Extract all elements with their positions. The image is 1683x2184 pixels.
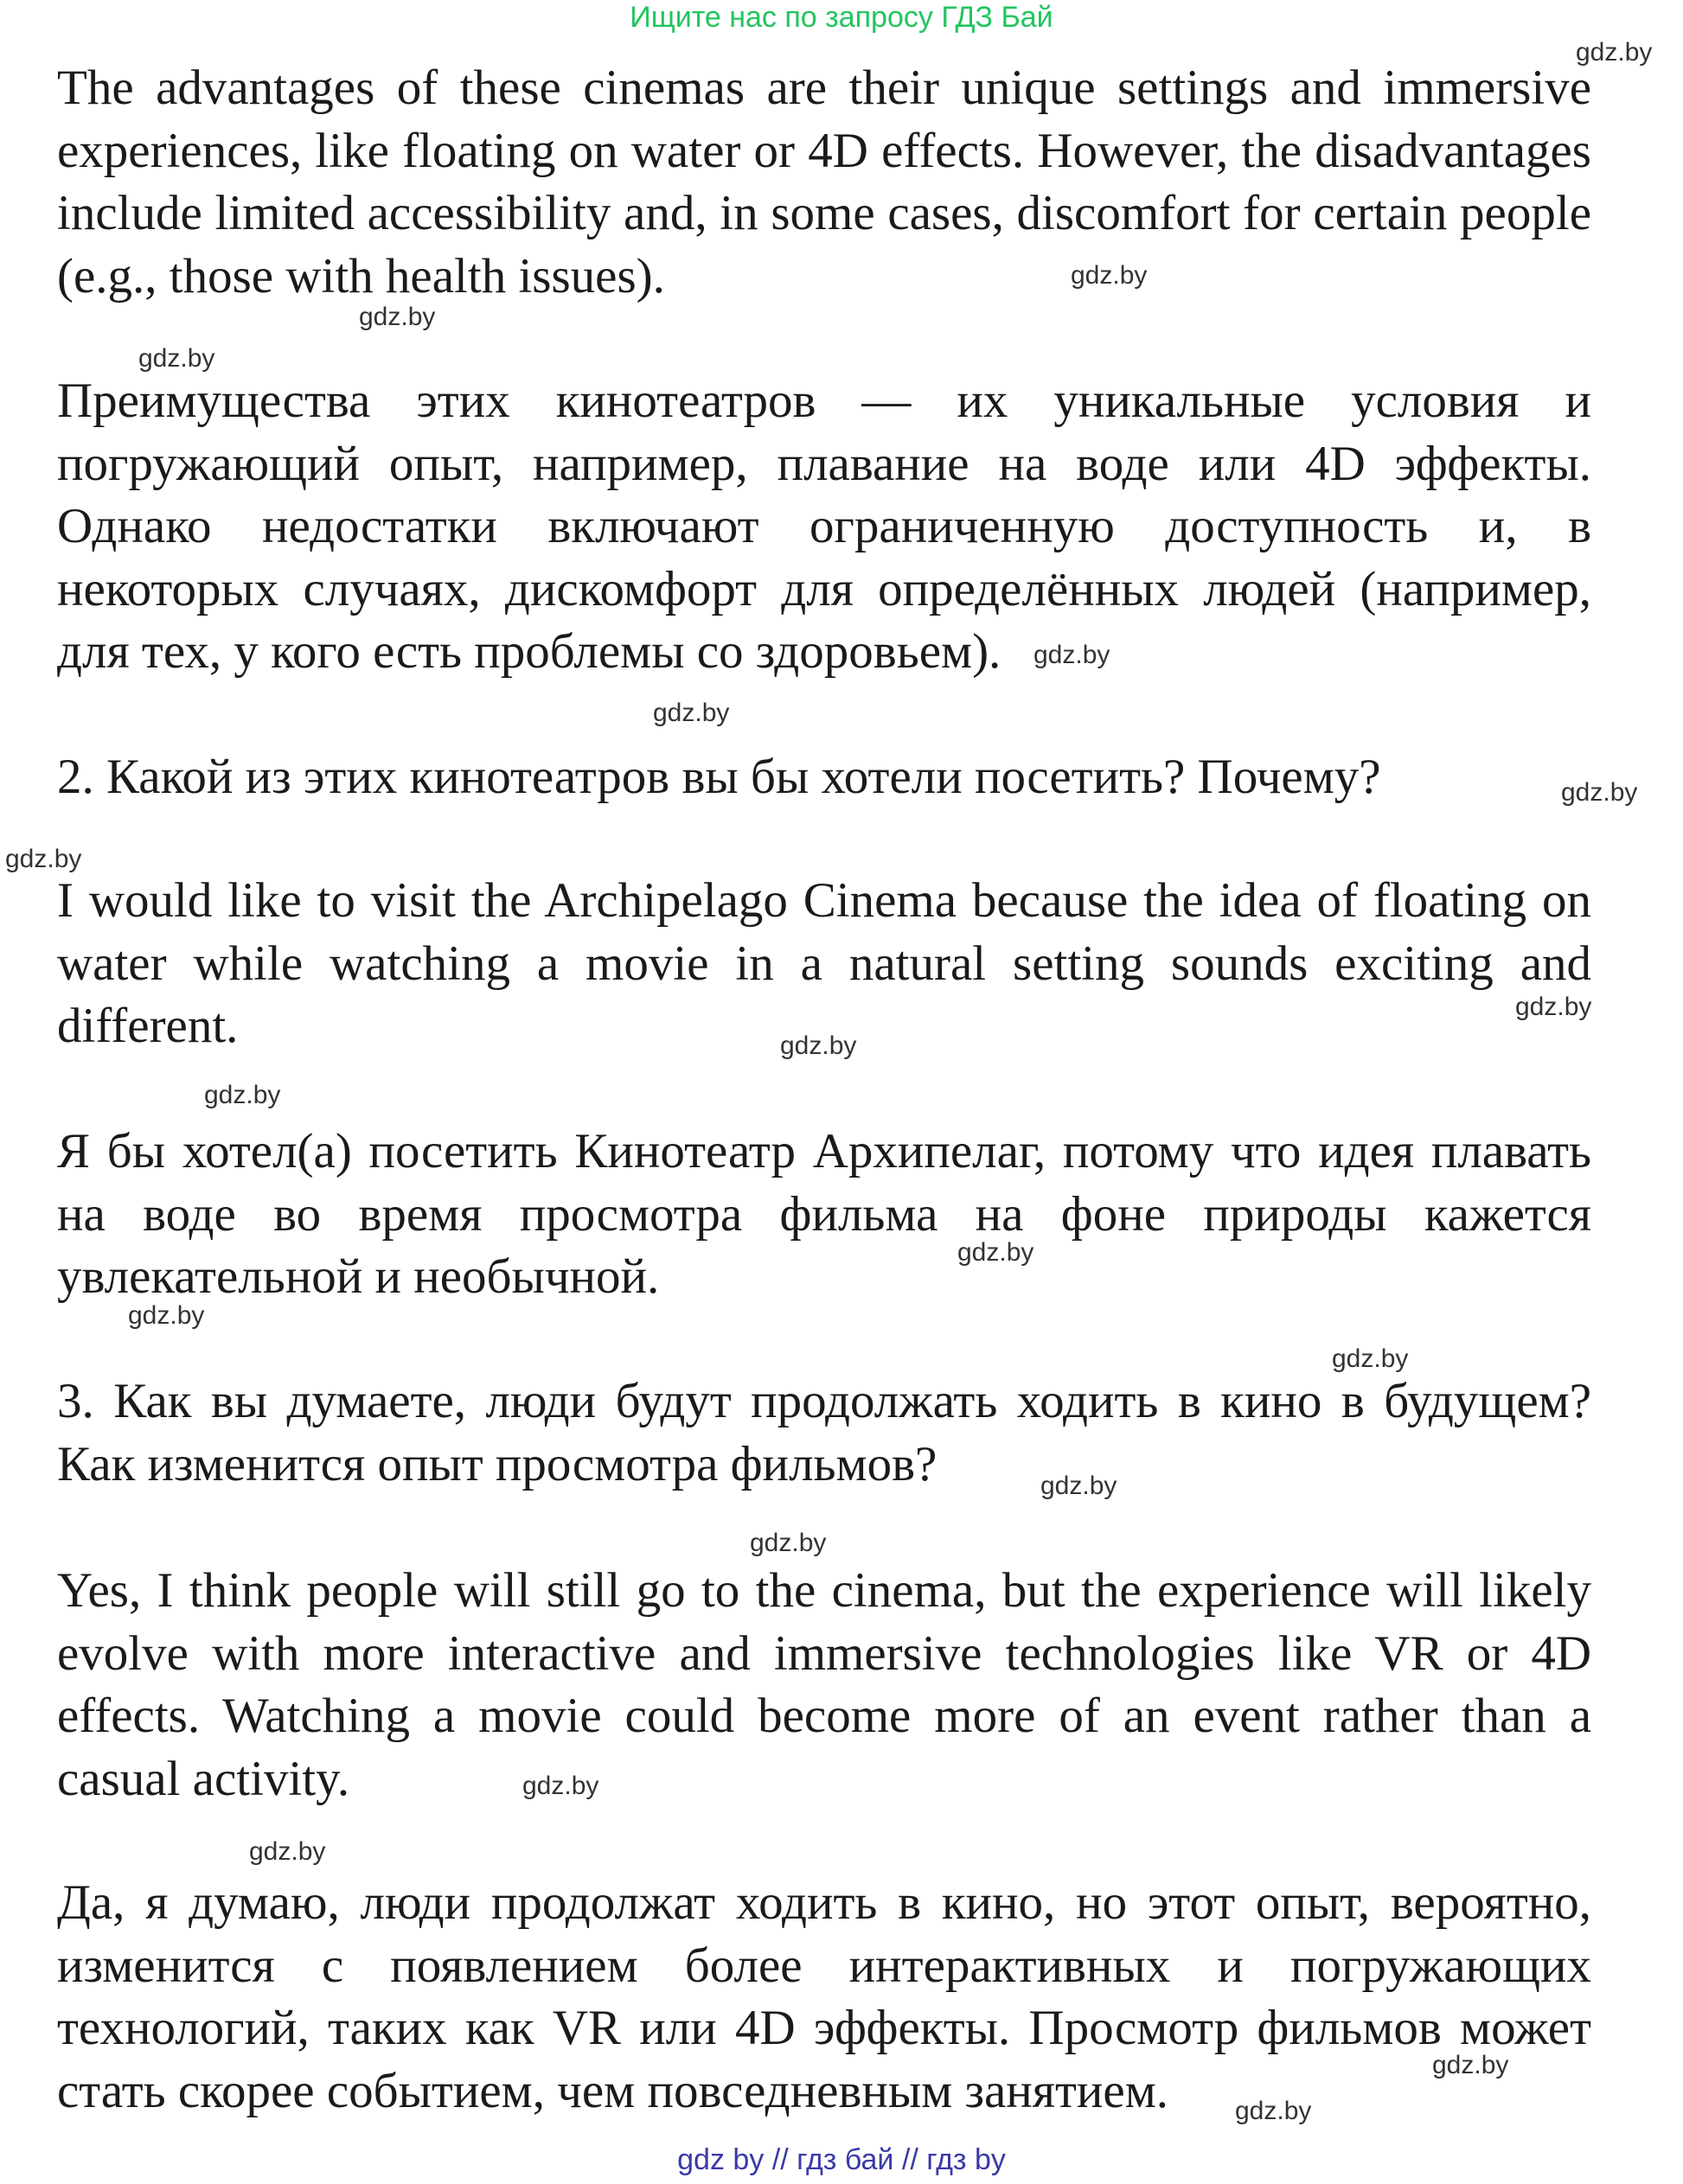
watermark: gdz.by [1235, 2097, 1312, 2125]
watermark: gdz.by [1432, 2051, 1509, 2079]
watermark: gdz.by [1332, 1344, 1409, 1373]
watermark: gdz.by [1515, 993, 1592, 1021]
watermark: gdz.by [1040, 1472, 1117, 1500]
watermark: gdz.by [359, 303, 436, 331]
paragraph-answer-2-en: I would like to visit the Archipelago Cinema because the idea of floating on water while watching a movie in a natural setting sounds exciting and different. [57, 873, 1591, 1053]
question-2: 2. Какой из этих кинотеатров вы бы хотели посетить? Почему? [57, 750, 1381, 804]
watermark: gdz.by [5, 845, 82, 873]
paragraph-answer-3-en: Yes, I think people will still go to the cinema, but the experience will likely evolve with more interactive and immersive technologies like VR or 4D effects. Watching a movie could become more of an event rather than a casual activity. [57, 1563, 1591, 1806]
watermark: gdz.by [249, 1837, 326, 1866]
watermark: gdz.by [1576, 38, 1653, 67]
watermark: gdz.by [1071, 261, 1148, 290]
search-banner: Ищите нас по запросу ГДЗ Бай [630, 1, 1053, 34]
watermark: gdz.by [1033, 641, 1110, 669]
watermark: gdz.by [1561, 778, 1638, 807]
paragraph-answer-3-ru: Да, я думаю, люди продолжат ходить в кино, но этот опыт, вероятно, изменится с появлением более интерактивных и погружающих технологий, таких как VR или 4D эффекты. Просмотр фильмов может стать скорее событием, чем повседневным занятием. [57, 1875, 1591, 2118]
watermark: gdz.by [750, 1529, 827, 1557]
watermark: gdz.by [138, 344, 215, 373]
watermark: gdz.by [653, 699, 730, 727]
paragraph-advantages-ru: Преимущества этих кинотеатров — их уникальные условия и погружающий опыт, например, плавание на воде или 4D эффекты. Однако недостатки включают ограниченную доступность и, в некоторых случаях, дискомфорт для определённых людей (например, для тех, у кого есть проблемы со здоровьем). [57, 374, 1591, 679]
watermark: gdz.by [204, 1081, 281, 1109]
question-3: 3. Как вы думаете, люди будут продолжать ходить в кино в будущем? Как изменится опыт просмотра фильмов? [57, 1374, 1591, 1491]
watermark: gdz.by [957, 1238, 1034, 1267]
paragraph-answer-2-ru: Я бы хотел(а) посетить Кинотеатр Архипелаг, потому что идея плавать на воде во время просмотра фильма на фоне природы кажется увлекательной и необычной. [57, 1124, 1591, 1304]
watermark: gdz.by [128, 1301, 205, 1330]
watermark: gdz.by [780, 1031, 857, 1060]
watermark: gdz.by [522, 1772, 599, 1800]
paragraph-advantages-en: The advantages of these cinemas are their unique settings and immersive experiences, like floating on water or 4D effects. However, the disadvantages include limited accessibility and, in some cases, discomfort for certain people (e.g., those with health issues). [57, 61, 1591, 303]
footer-watermark: gdz by // гдз бай // гдз by [677, 2143, 1006, 2176]
